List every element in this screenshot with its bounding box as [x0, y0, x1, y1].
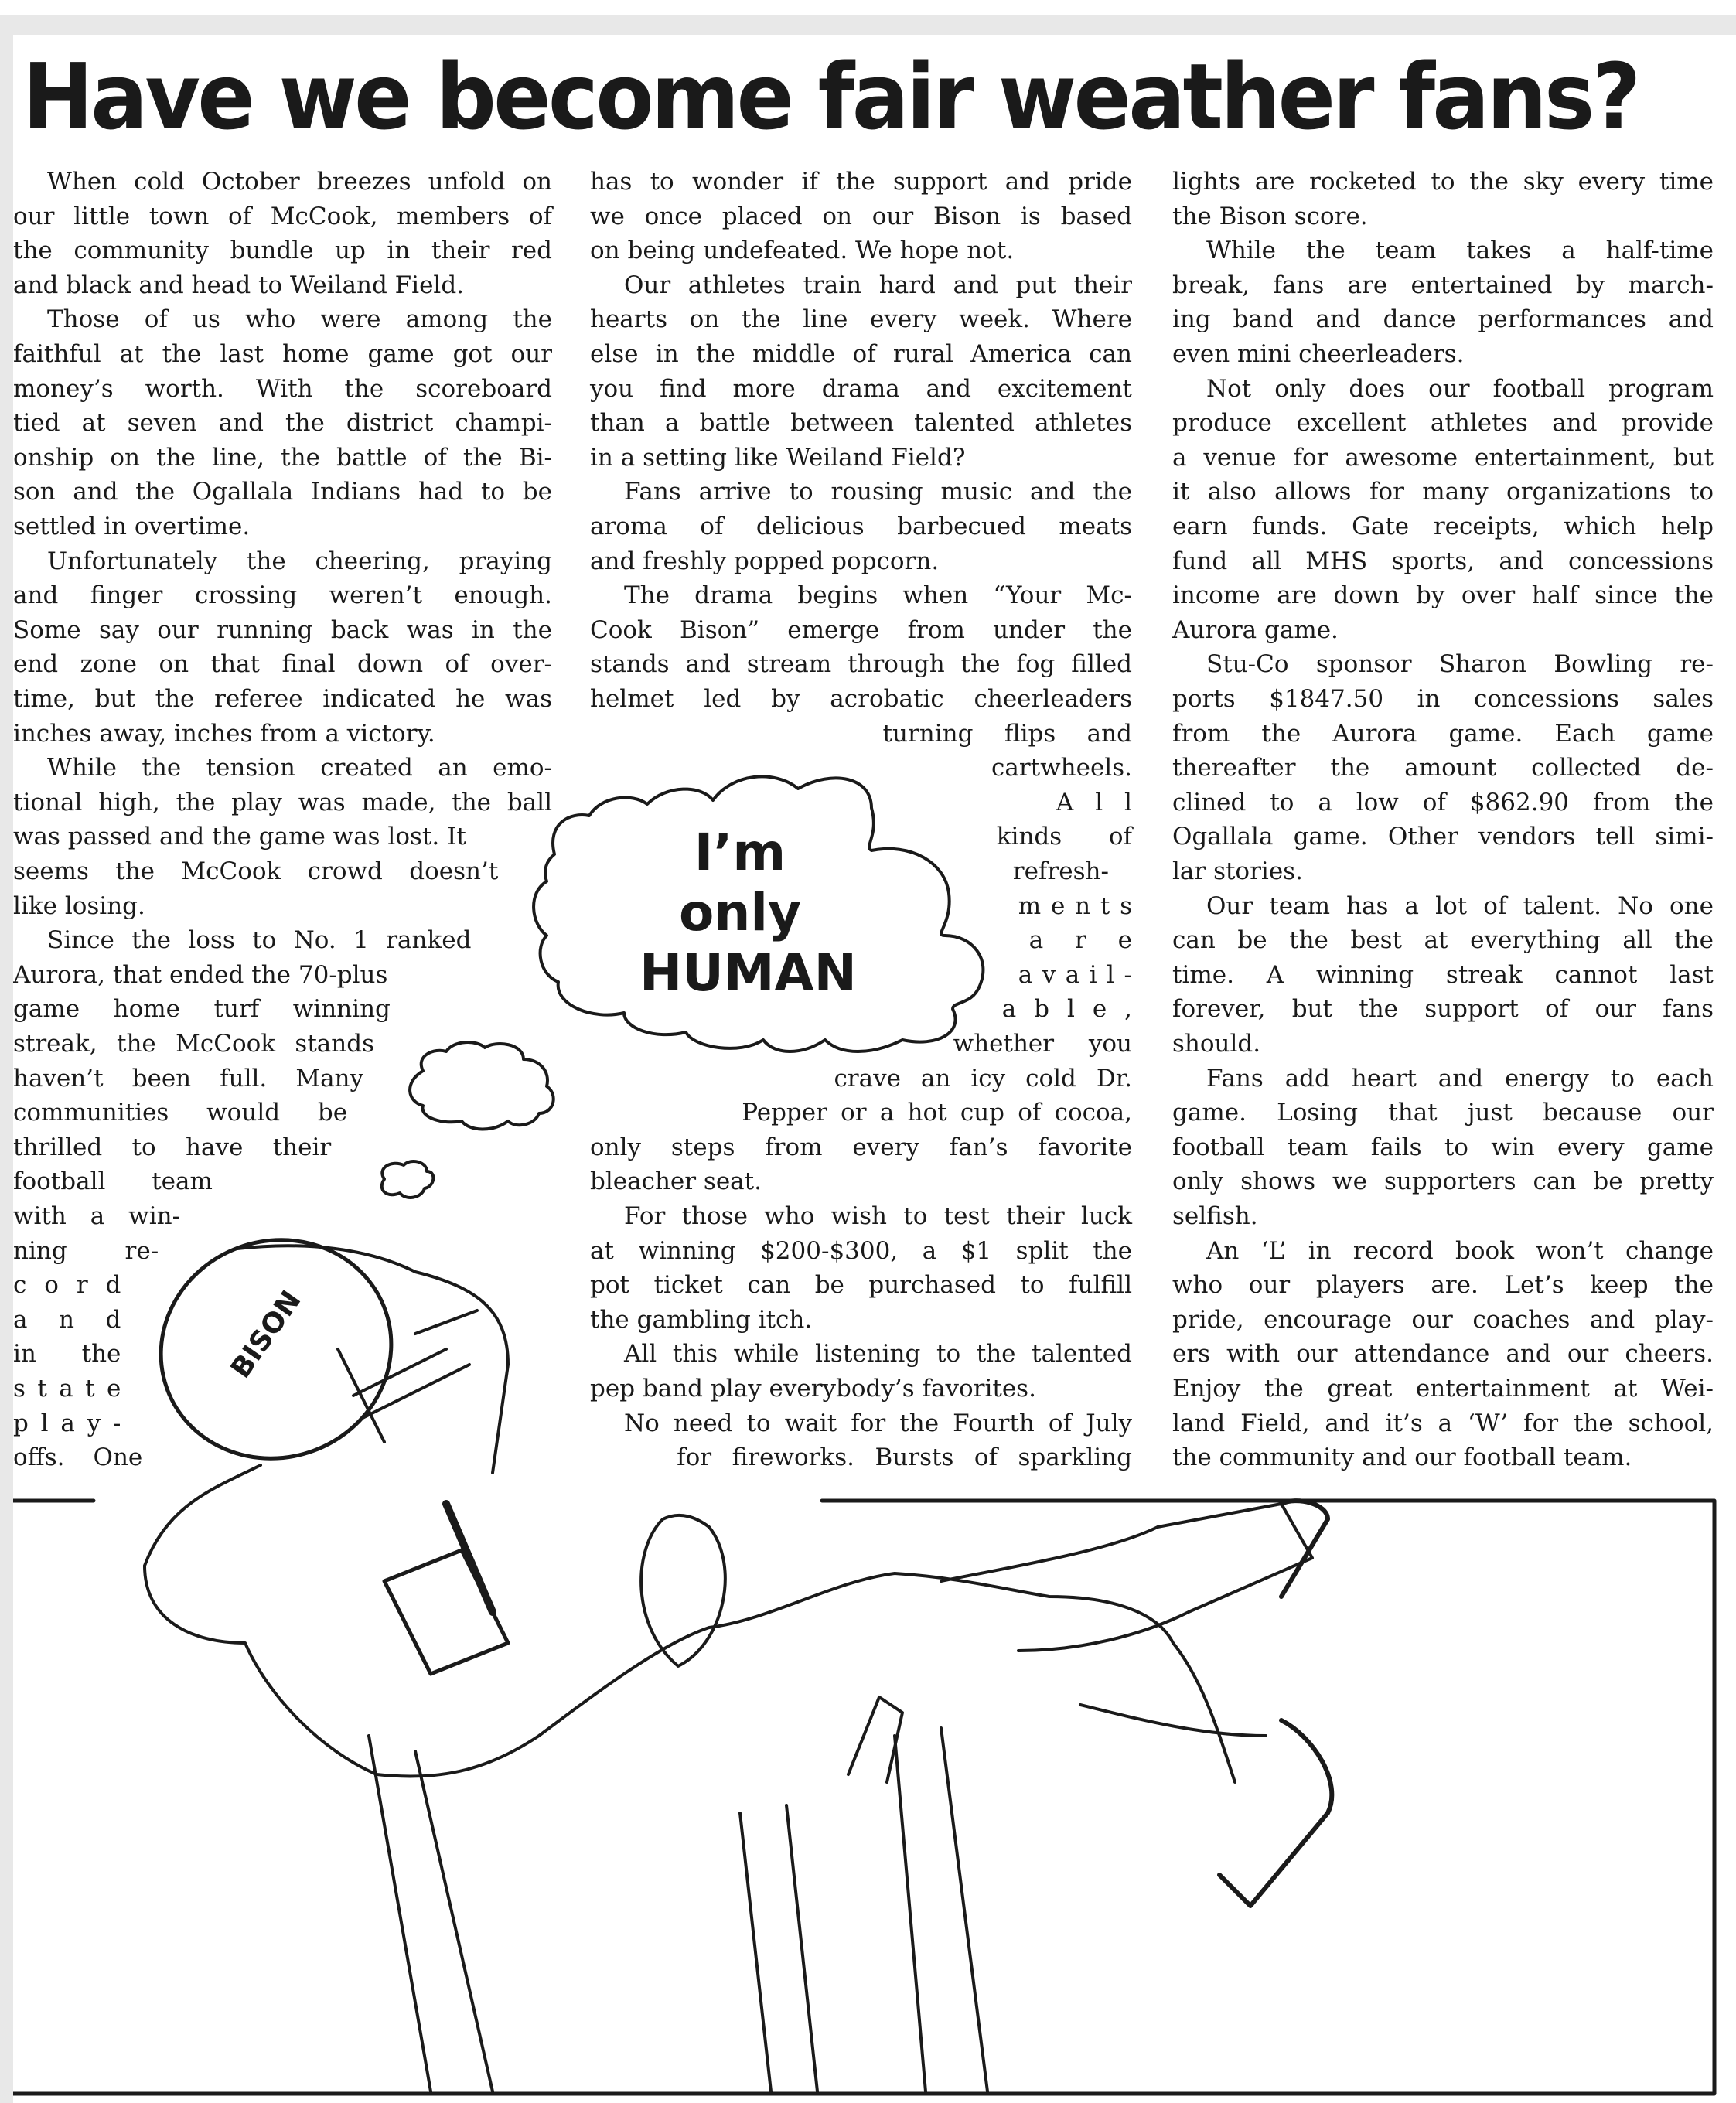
- text-line: produce excellent athletes and provide: [1172, 409, 1714, 438]
- text-line: Unfortunately the cheering, praying: [47, 547, 552, 575]
- text-line: can be the best at everything all the: [1172, 926, 1714, 955]
- text-line: turning flips and: [882, 719, 1132, 748]
- player-leg-lower: [1080, 1705, 1266, 1736]
- text-line: it also allows for many organizations to: [1172, 478, 1714, 506]
- text-line: fund all MHS sports, and concessions: [1172, 547, 1714, 575]
- text-line: refresh-: [1012, 857, 1109, 885]
- text-line: than a battle between talented athletes: [590, 409, 1132, 438]
- text-line: with a win-: [13, 1202, 181, 1230]
- text-line: p l a y -: [13, 1409, 121, 1437]
- text-line: Aurora game.: [1172, 615, 1339, 644]
- text-line: Some say our running back was in the: [13, 615, 552, 644]
- text-line: tional high, the play was made, the ball: [13, 788, 552, 816]
- text-line: the Bison score.: [1172, 202, 1368, 230]
- text-line: While the tension created an emo-: [47, 754, 552, 782]
- text-line: inches away, inches from a victory.: [13, 719, 435, 748]
- text-line: ports $1847.50 in concessions sales: [1172, 685, 1714, 713]
- text-line: helmet led by acrobatic cheerleaders: [590, 685, 1132, 713]
- text-line: offs. One: [13, 1443, 143, 1472]
- text-line: selfish.: [1172, 1202, 1258, 1230]
- text-line: only steps from every fan’s favorite: [590, 1133, 1132, 1161]
- player-leg: [941, 1504, 1312, 1651]
- text-line: ing band and dance performances and: [1172, 305, 1714, 334]
- text-line: the community and our football team.: [1172, 1443, 1632, 1472]
- text-line: Those of us who were among the: [47, 305, 552, 334]
- text-line: clined to a low of $862.90 from the: [1172, 788, 1714, 816]
- text-line: The drama begins when “Your Mc-: [624, 581, 1132, 610]
- text-line: All this while listening to the talented: [624, 1340, 1132, 1368]
- text-line: game. Losing that just because our: [1172, 1099, 1714, 1127]
- text-line: stands and stream through the fog filled: [590, 650, 1132, 679]
- newspaper-page: [13, 35, 1736, 2103]
- text-line: Enjoy the great entertainment at Wei-: [1172, 1375, 1714, 1403]
- bubble-line-2: only: [679, 883, 801, 942]
- text-line: Our team has a lot of talent. No one: [1206, 891, 1714, 920]
- text-line: lar stories.: [1172, 857, 1303, 885]
- text-line: was passed and the game was lost. It: [13, 823, 466, 851]
- text-line: whether you: [953, 1030, 1132, 1058]
- text-line: at winning $200-$300, a $1 split the: [590, 1236, 1132, 1265]
- thought-bubble-small: [382, 1161, 434, 1198]
- text-line: c o r d: [13, 1271, 121, 1300]
- thought-bubble-text: [639, 823, 857, 1003]
- text-line: else in the middle of rural America can: [590, 340, 1132, 368]
- face-mask: [338, 1311, 477, 1442]
- text-line: earn funds. Gate receipts, which help: [1172, 513, 1714, 540]
- text-line: Aurora, that ended the 70-plus: [13, 960, 388, 989]
- text-line: ning re-: [13, 1236, 159, 1265]
- bubble-line-3: HUMAN: [639, 943, 857, 1003]
- text-line: pride, encourage our coaches and play-: [1172, 1305, 1714, 1334]
- text-line: and freshly popped popcorn.: [590, 547, 940, 575]
- text-line: end zone on that final down of over-: [13, 650, 552, 679]
- text-line: Pepper or a hot cup of cocoa,: [742, 1099, 1132, 1127]
- text-line: While the team takes a half-time: [1206, 237, 1714, 265]
- text-line: a b l e ,: [1001, 995, 1132, 1024]
- text-line: for fireworks. Bursts of sparkling: [677, 1443, 1132, 1472]
- scan-top-margin: [0, 15, 1736, 35]
- text-line: land Field, and it’s a ‘W’ for the school,: [1172, 1409, 1714, 1437]
- text-line: on being undefeated. We hope not.: [590, 237, 1015, 265]
- text-line: s t a t e: [13, 1375, 121, 1403]
- text-line: When cold October breezes unfold on: [47, 168, 552, 196]
- text-line: Cook Bison” emerge from under the: [590, 615, 1132, 644]
- lifting-arm-2: [740, 1805, 817, 2091]
- player-boot-upper: [1281, 1501, 1328, 1597]
- text-line: the gambling itch.: [590, 1305, 813, 1334]
- text-line: a n d: [13, 1305, 121, 1334]
- text-line: m e n t s: [1018, 891, 1132, 920]
- text-line: and black and head to Weiland Field.: [13, 271, 465, 299]
- text-line: Stu-Co sponsor Sharon Bowling re-: [1206, 650, 1714, 679]
- text-line: our little town of McCook, members of: [13, 202, 552, 230]
- text-line: should.: [1172, 1030, 1261, 1058]
- text-line: son and the Ogallala Indians had to be: [13, 478, 552, 506]
- thought-bubble-medium: [410, 1042, 554, 1129]
- text-line: break, fans are entertained by march-: [1172, 271, 1714, 299]
- player-boot-lower: [1219, 1720, 1332, 1906]
- text-line: ers with our attendance and our cheers.: [1172, 1340, 1714, 1368]
- text-line: aroma of delicious barbecued meats: [590, 513, 1132, 540]
- bubble-line-1: I’m: [694, 823, 786, 882]
- text-line: who our players are. Let’s keep the: [1172, 1271, 1714, 1300]
- text-line: settled in overtime.: [13, 513, 251, 540]
- text-line: onship on the line, the battle of the Bi-: [13, 443, 552, 472]
- jersey-number-box: [384, 1550, 508, 1674]
- text-line: a venue for awesome entertainment, but: [1172, 443, 1714, 472]
- text-line: thrilled to have their: [13, 1133, 332, 1161]
- lifting-hand: [848, 1697, 902, 1782]
- text-line: No need to wait for the Fourth of July: [624, 1409, 1132, 1437]
- lifting-arm-1: [369, 1736, 493, 2091]
- text-line: in a setting like Weiland Field?: [590, 443, 966, 472]
- text-line: football team fails to win every game: [1172, 1133, 1714, 1161]
- text-line: haven’t been full. Many: [13, 1064, 364, 1092]
- text-line: a v a i l -: [1018, 960, 1132, 989]
- text-line: An ‘L’ in record book won’t change: [1206, 1236, 1714, 1265]
- text-line: For those who wish to test their luck: [624, 1202, 1132, 1230]
- text-line: you find more drama and excitement: [590, 374, 1132, 403]
- text-line: seems the McCook crowd doesn’t: [13, 857, 499, 885]
- text-line: Ogallala game. Other vendors tell simi-: [1172, 823, 1714, 851]
- text-line: kinds of: [996, 823, 1132, 851]
- text-line: Fans arrive to rousing music and the: [624, 478, 1132, 506]
- text-line: communities would be: [13, 1099, 348, 1127]
- text-line: like losing.: [13, 891, 145, 920]
- text-line: game home turf winning: [13, 995, 391, 1024]
- jersey-number: [446, 1504, 493, 1612]
- lifting-arm-3: [895, 1728, 987, 2091]
- text-line: streak, the McCook stands: [13, 1030, 374, 1058]
- text-line: Not only does our football program: [1206, 374, 1714, 403]
- text-line: Fans add heart and energy to each: [1206, 1064, 1714, 1092]
- text-line: lights are rocketed to the sky every time: [1172, 168, 1714, 196]
- text-line: even mini cheerleaders.: [1172, 340, 1465, 368]
- text-line: cartwheels.: [991, 754, 1132, 782]
- text-line: a r e: [1028, 926, 1132, 955]
- text-line: time. A winning streak cannot last: [1172, 960, 1714, 989]
- text-line: only shows we supporters can be pretty: [1172, 1167, 1714, 1196]
- text-line: income are down by over half since the: [1172, 581, 1714, 610]
- helmet: [130, 1208, 422, 1491]
- text-line: we once placed on our Bison is based: [590, 202, 1132, 230]
- text-line: A l l: [1056, 788, 1132, 816]
- text-line: crave an icy cold Dr.: [834, 1064, 1132, 1092]
- text-line: from the Aurora game. Each game: [1172, 719, 1714, 748]
- illustration-frame: [13, 1501, 1714, 2094]
- text-line: money’s worth. With the scoreboard: [13, 374, 552, 403]
- text-line: and finger crossing weren’t enough.: [13, 581, 552, 610]
- helmet-top: [237, 1246, 508, 1473]
- text-line: Since the loss to No. 1 ranked: [47, 926, 472, 955]
- player-body: [145, 1465, 1235, 1782]
- text-line: forever, but the support of our fans: [1172, 995, 1714, 1024]
- text-line: time, but the referee indicated he was: [13, 685, 552, 713]
- text-line: Our athletes train hard and put their: [624, 271, 1132, 299]
- text-line: pep band play everybody’s favorites.: [590, 1375, 1036, 1403]
- text-line: the community bundle up in their red: [13, 237, 552, 265]
- text-line: has to wonder if the support and pride: [590, 168, 1132, 196]
- text-line: pot ticket can be purchased to fulfill: [590, 1271, 1132, 1300]
- text-line: tied at seven and the district champi-: [13, 409, 552, 438]
- scan-left-margin: [0, 15, 13, 2103]
- text-line: faithful at the last home game got our: [13, 340, 552, 368]
- text-line: bleacher seat.: [590, 1167, 762, 1196]
- text-line: hearts on the line every week. Where: [590, 305, 1132, 334]
- text-line: thereafter the amount collected de-: [1172, 754, 1714, 782]
- football: [641, 1515, 725, 1666]
- headline: Have we become fair weather fans?: [22, 43, 1639, 150]
- text-line: in the: [13, 1340, 121, 1368]
- helmet-lettering: BISON: [224, 1285, 308, 1385]
- text-line: football team: [13, 1167, 213, 1196]
